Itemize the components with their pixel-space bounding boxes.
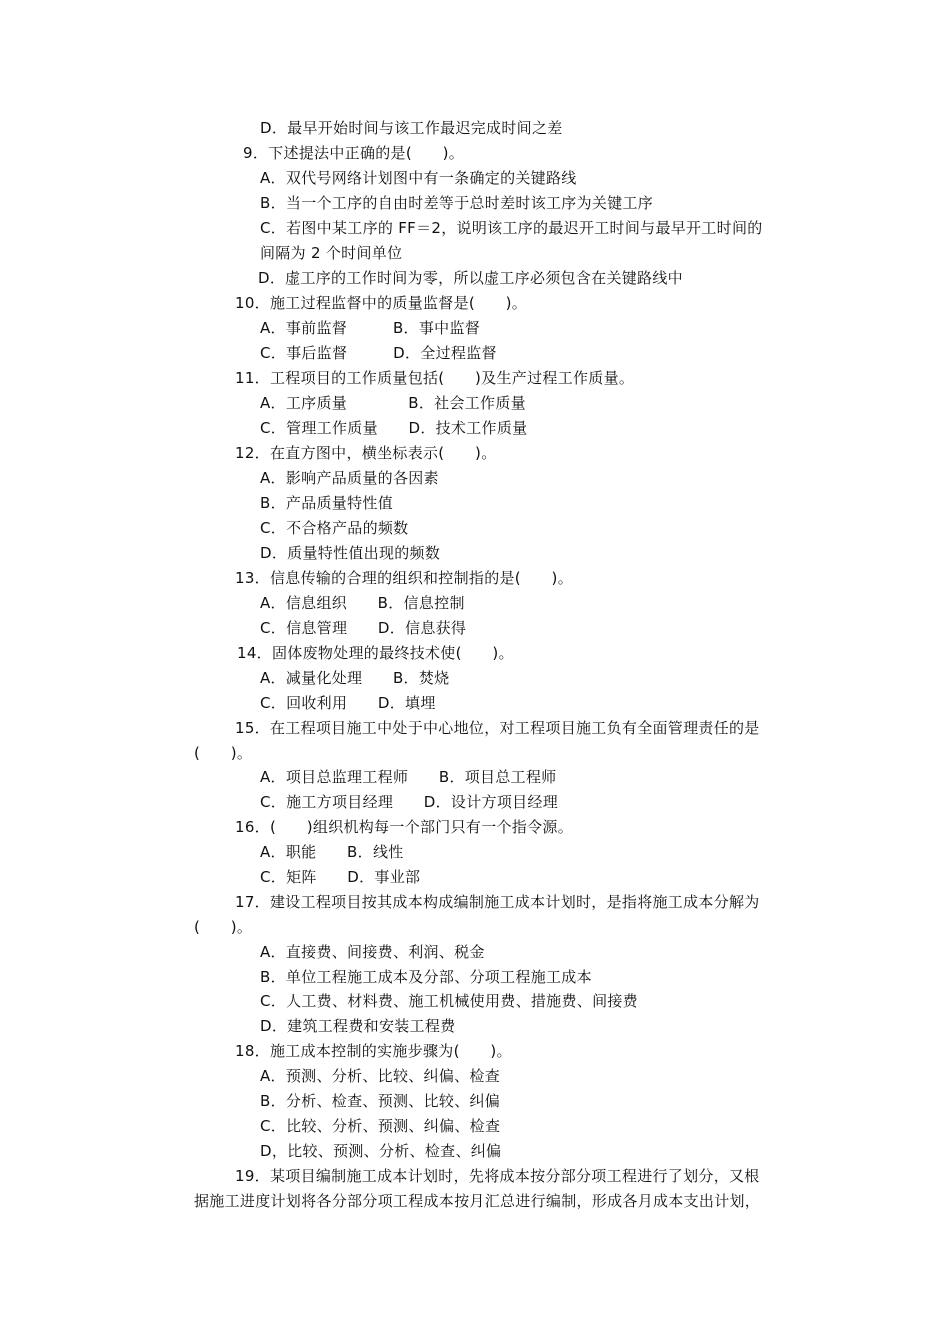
options-10-cd: C．事后监督 D．全过程监督 — [260, 344, 497, 362]
options-10-ab: A．事前监督 B．事中监督 — [260, 319, 481, 337]
question-16: 16．( )组织机构每一个部门只有一个指令源。 — [235, 818, 573, 836]
question-18: 18．施工成本控制的实施步骤为( )。 — [235, 1042, 512, 1060]
option-12c: C．不合格产品的频数 — [260, 519, 409, 537]
question-15-continued: ( )。 — [194, 744, 253, 762]
option-17a: A．直接费、间接费、利润、税金 — [260, 943, 485, 961]
option-18d: D，比较、预测、分析、检查、纠偏 — [260, 1142, 502, 1160]
options-11-ab: A．工序质量 B．社会工作质量 — [260, 394, 526, 412]
options-14-cd: C．回收利用 D．填埋 — [260, 694, 436, 712]
option-18b: B．分析、检查、预测、比较、纠偏 — [260, 1092, 501, 1110]
option-9a: A．双代号网络计划图中有一条确定的关键路线 — [260, 169, 577, 187]
options-13-cd: C．信息管理 D．信息获得 — [260, 619, 467, 637]
option-12b: B．产品质量特性值 — [260, 494, 393, 512]
question-13: 13．信息传输的合理的组织和控制指的是( )。 — [235, 569, 573, 587]
options-14-ab: A．减量化处理 B．焚烧 — [260, 669, 450, 687]
option-12a: A．影响产品质量的各因素 — [260, 469, 439, 487]
option-18a: A．预测、分析、比较、纠偏、检查 — [260, 1067, 501, 1085]
option-9c-continued: 间隔为 2 个时间单位 — [260, 244, 403, 262]
option-9c: C．若图中某工序的 FF＝2，说明该工序的最迟开工时间与最早开工时间的 — [260, 219, 763, 237]
option-17d: D．建筑工程费和安装工程费 — [260, 1017, 456, 1035]
options-15-cd: C．施工方项目经理 D．设计方项目经理 — [260, 793, 559, 811]
question-11: 11．工程项目的工作质量包括( )及生产过程工作质量。 — [235, 369, 635, 387]
question-12: 12．在直方图中，横坐标表示( )。 — [235, 444, 497, 462]
options-15-ab: A．项目总监理工程师 B．项目总工程师 — [260, 768, 557, 786]
question-19: 19．某项目编制施工成本计划时，先将成本按分部分项工程进行了划分，又根 — [235, 1167, 760, 1185]
options-16-ab: A．职能 B．线性 — [260, 843, 404, 861]
question-9: 9．下述提法中正确的是( )。 — [243, 144, 465, 162]
question-15: 15．在工程项目施工中处于中心地位，对工程项目施工负有全面管理责任的是 — [235, 719, 760, 737]
question-19-continued: 据施工进度计划将各分部分项工程成本按月汇总进行编制，形成各月成本支出计划， — [194, 1192, 761, 1210]
option-12d: D．质量特性值出现的频数 — [260, 544, 441, 562]
question-17-continued: ( )。 — [194, 918, 253, 936]
question-14: 14．固体废物处理的最终技术使( )。 — [237, 644, 514, 662]
option-9d: D．虚工序的工作时间为零，所以虚工序必须包含在关键路线中 — [258, 269, 683, 287]
option-17c: C．人工费、材料费、施工机械使用费、措施费、间接费 — [260, 992, 638, 1010]
options-13-ab: A．信息组织 B．信息控制 — [260, 594, 465, 612]
options-11-cd: C．管理工作质量 D．技术工作质量 — [260, 419, 528, 437]
option-18c: C．比较、分析、预测、纠偏、检查 — [260, 1117, 501, 1135]
question-17: 17．建设工程项目按其成本构成编制施工成本计划时，是指将施工成本分解为 — [235, 893, 760, 911]
option-17b: B．单位工程施工成本及分部、分项工程施工成本 — [260, 968, 592, 986]
question-10: 10．施工过程监督中的质量监督是( )。 — [235, 294, 528, 312]
option-8d: D．最早开始时间与该工作最迟完成时间之差 — [260, 119, 563, 137]
options-16-cd: C．矩阵 D．事业部 — [260, 868, 421, 886]
option-9b: B．当一个工序的自由时差等于总时差时该工序为关键工序 — [260, 194, 654, 212]
